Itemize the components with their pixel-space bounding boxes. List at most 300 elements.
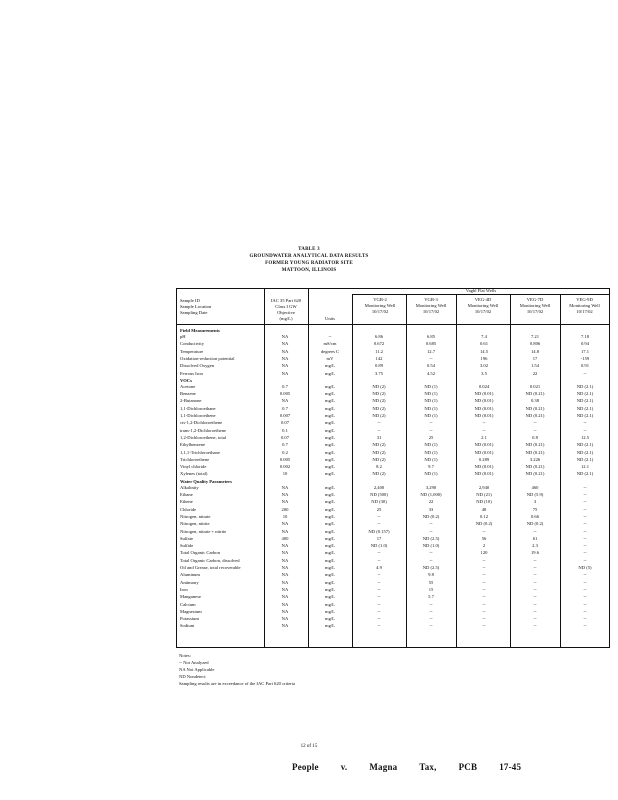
- result-value: --: [377, 572, 381, 578]
- objective-value: 10: [282, 471, 288, 477]
- result-value: ND (1): [424, 391, 438, 397]
- result-value: --: [482, 427, 486, 433]
- result-value: ND (2.1): [576, 383, 594, 389]
- parameter-name: Sodium: [180, 623, 195, 629]
- result-value: ND (2): [372, 383, 386, 389]
- objective-value: 0.7: [282, 383, 288, 389]
- result-value: --: [429, 420, 433, 426]
- table-row: [176, 491, 610, 498]
- parameter-name: Xylenes (total): [180, 471, 208, 477]
- parameter-name: Dissolved Oxygen: [180, 363, 215, 369]
- result-value: 25: [428, 434, 434, 440]
- result-value: 48: [481, 506, 487, 512]
- header-line: 10/17/02: [422, 309, 440, 314]
- result-value: --: [482, 608, 486, 614]
- result-value: 0.672: [373, 341, 385, 347]
- table-row: [176, 340, 610, 347]
- objective-value: NA: [281, 623, 289, 629]
- objective-value: NA: [281, 601, 289, 607]
- result-value: ND (2.1): [576, 405, 594, 411]
- result-value: ND (2): [372, 391, 386, 397]
- parameter-name: cis-1,2-Dichloroethene: [180, 420, 223, 426]
- result-value: --: [583, 484, 587, 490]
- parameter-name: Nitrogen, nitrate + nitrite: [180, 528, 227, 534]
- header-line: Class I GW: [275, 304, 297, 309]
- unit-value: mg/L: [325, 464, 335, 470]
- unit-value: mg/L: [325, 383, 335, 389]
- result-value: 2,400: [373, 484, 385, 490]
- unit-value: mg/L: [325, 521, 335, 527]
- table-row: [176, 419, 610, 426]
- parameter-name: Antimony: [180, 579, 199, 585]
- result-value: --: [377, 420, 381, 426]
- objective-value: NA: [281, 586, 289, 592]
- table-row: [176, 390, 610, 397]
- table-row: [176, 333, 610, 340]
- result-value: 120: [480, 550, 488, 556]
- table-row: [176, 520, 610, 527]
- result-value: ND (0.01): [474, 449, 494, 455]
- table-row: [176, 549, 610, 556]
- objective-value: NA: [281, 608, 289, 614]
- table-row: [176, 484, 610, 491]
- objective-value: 0.2: [282, 449, 288, 455]
- table-row: [176, 557, 610, 564]
- header-line: 10/17/02: [526, 309, 544, 314]
- footer-word: People: [292, 762, 319, 772]
- result-value: --: [482, 572, 486, 578]
- result-value: ND (2): [372, 456, 386, 462]
- header-line: Monitoring Well: [569, 303, 600, 308]
- unit-value: mg/L: [325, 550, 335, 556]
- result-value: --: [583, 623, 587, 629]
- result-value: ND (1): [424, 413, 438, 418]
- result-value: --: [377, 623, 381, 629]
- result-value: --: [482, 586, 486, 592]
- header-line: Sample ID: [180, 298, 200, 303]
- result-value: 9.7: [428, 464, 434, 470]
- result-value: --: [429, 355, 433, 361]
- unit-value: mg/L: [325, 391, 335, 397]
- result-value: --: [583, 616, 587, 622]
- title-line: GROUNDWATER ANALYTICAL DATA RESULTS: [249, 254, 369, 259]
- result-value: ND (2): [372, 449, 386, 455]
- result-value: 0.024: [478, 383, 490, 389]
- result-value: 12.7: [426, 348, 436, 354]
- objective-value: NA: [281, 565, 289, 570]
- footer-word: Tax,: [419, 762, 437, 772]
- parameter-name: Magnesium: [180, 608, 202, 614]
- unit-value: mg/L: [325, 449, 335, 455]
- objective-value: 10: [282, 513, 288, 519]
- units-header: Units: [325, 316, 335, 321]
- result-value: 6.85: [426, 334, 436, 339]
- analytical-data-table: [176, 288, 610, 648]
- table-row: [176, 535, 610, 542]
- result-value: ND (0.21): [525, 413, 545, 418]
- result-value: --: [482, 601, 486, 607]
- result-value: --: [533, 608, 537, 614]
- result-value: ND (1): [424, 383, 438, 389]
- result-value: --: [482, 594, 486, 600]
- result-value: 142: [375, 355, 383, 361]
- section-label: Field Measurements: [180, 328, 220, 333]
- unit-value: mg/L: [325, 579, 335, 585]
- result-value: 17: [532, 355, 538, 361]
- header-line: (mg/L): [279, 316, 293, 321]
- well-header: [510, 297, 560, 315]
- result-value: --: [583, 521, 587, 527]
- result-value: --: [482, 420, 486, 426]
- result-value: ND (1): [424, 442, 438, 448]
- table-row: [176, 542, 610, 549]
- result-value: 3: [533, 499, 537, 505]
- unit-value: mg/L: [325, 565, 335, 570]
- result-value: 3.02: [479, 363, 489, 369]
- unit-value: mg/L: [325, 471, 335, 477]
- result-value: ND (30): [371, 499, 387, 505]
- result-value: 31: [376, 434, 382, 440]
- result-value: 61: [532, 535, 538, 541]
- result-value: --: [533, 557, 537, 563]
- result-value: 3.5: [481, 370, 487, 376]
- result-value: --: [429, 608, 433, 614]
- notes-heading: Notes:: [179, 653, 191, 658]
- result-value: ND (2.1): [576, 471, 594, 477]
- result-value: 0.38: [530, 398, 540, 404]
- header-line: VEG-7D: [526, 297, 544, 302]
- result-value: 0.12: [479, 513, 489, 519]
- objective-value: NA: [281, 334, 289, 339]
- objective-value: NA: [281, 341, 289, 347]
- result-value: 3.226: [529, 456, 541, 462]
- unit-value: mg/L: [325, 420, 335, 426]
- result-value: --: [533, 586, 537, 592]
- objective-value: NA: [281, 594, 289, 600]
- header-line: Monitoring Well: [519, 303, 551, 308]
- unit-value: mg/L: [325, 572, 335, 578]
- parameter-name: 1,1,1-Trichloroethane: [180, 449, 220, 455]
- objective-value: NA: [281, 616, 289, 622]
- parameter-name: Ethylbenzene: [180, 442, 205, 448]
- objective-value: 400: [281, 535, 289, 541]
- table-row: [176, 579, 610, 586]
- header-line: VGB-2: [373, 297, 387, 302]
- result-value: --: [583, 608, 587, 614]
- result-value: --: [377, 557, 381, 563]
- result-value: --: [377, 586, 381, 592]
- result-value: ND (2.1): [576, 413, 594, 418]
- result-value: 4.9: [376, 565, 382, 570]
- result-value: ND (0.21): [525, 449, 545, 455]
- parameter-name: trans-1,2-Dichloroethene: [180, 427, 227, 433]
- result-value: ND (0.01): [474, 413, 494, 418]
- result-value: 7.21: [530, 334, 540, 339]
- parameter-name: 1,1-Dichloroethane: [180, 405, 216, 411]
- result-value: 4.52: [426, 370, 436, 376]
- note-line: Sampling results are in exceedance of the IAC Part 620 criteria: [179, 681, 296, 686]
- unit-value: mg/L: [325, 608, 335, 614]
- result-value: 55: [428, 579, 434, 585]
- result-value: 3,290: [425, 484, 437, 490]
- result-value: 0.54: [426, 363, 436, 369]
- result-value: --: [482, 565, 486, 570]
- result-value: ND (0.01): [474, 398, 494, 404]
- result-value: ND (5): [578, 565, 592, 570]
- result-value: --: [429, 550, 433, 556]
- parameter-name: Conductivity: [180, 341, 204, 347]
- header-line: 10/17/02: [474, 309, 492, 314]
- result-value: --: [429, 557, 433, 563]
- parameter-name: Oxidation-reduction potential: [180, 355, 235, 361]
- result-value: ND (2): [372, 442, 386, 448]
- unit-value: mg/L: [325, 623, 335, 629]
- objective-value: NA: [281, 528, 289, 534]
- footer-word: 17-45: [499, 762, 522, 772]
- result-value: --: [583, 572, 587, 578]
- objective-value: NA: [281, 499, 289, 505]
- result-value: --: [583, 370, 587, 376]
- parameter-name: Chloride: [180, 506, 197, 512]
- table-row: [176, 434, 610, 441]
- result-value: --: [377, 550, 381, 556]
- result-value: --: [429, 616, 433, 622]
- result-value: --: [583, 492, 587, 497]
- result-value: ND (500): [370, 492, 388, 497]
- table-row: [176, 427, 610, 434]
- result-value: --: [533, 427, 537, 433]
- result-value: --: [583, 601, 587, 607]
- result-value: 0.61: [479, 341, 489, 347]
- objective-value: NA: [281, 363, 289, 369]
- result-value: --: [533, 565, 537, 570]
- result-value: 17: [376, 535, 382, 541]
- result-value: 7.4: [481, 334, 487, 339]
- result-value: --: [377, 513, 381, 519]
- unit-value: mg/L: [325, 484, 335, 490]
- result-value: 56: [481, 535, 487, 541]
- result-value: --: [583, 543, 587, 549]
- table-row: [176, 370, 610, 377]
- parameter-name: Potassium: [180, 616, 199, 622]
- table-row: [176, 622, 610, 629]
- table-row: [176, 412, 610, 419]
- table-row: [176, 362, 610, 369]
- table-row: [176, 397, 610, 404]
- parameter-name: 1,2-Dichloroethene, total: [180, 434, 227, 440]
- result-value: --: [583, 594, 587, 600]
- result-value: ND (0.01): [474, 471, 494, 477]
- result-value: ND (0.21): [525, 471, 545, 477]
- result-value: --: [533, 623, 537, 629]
- table-border: [176, 647, 610, 648]
- note-line: NA Not Applicable: [179, 667, 215, 672]
- result-value: 14.5: [479, 348, 489, 354]
- result-value: 14.8: [530, 348, 540, 354]
- result-value: ND (10): [476, 499, 492, 505]
- unit-value: mg/L: [325, 492, 335, 497]
- result-value: ND (2.5): [422, 565, 440, 570]
- table-row: [176, 348, 610, 355]
- header-line: 10/17/02: [371, 309, 389, 314]
- table-row: [176, 608, 610, 615]
- parameter-name: Total Organic Carbon, dissolved: [180, 557, 240, 563]
- result-value: --: [533, 601, 537, 607]
- table-row: [176, 449, 610, 456]
- result-value: --: [429, 623, 433, 629]
- result-value: ND (1): [424, 471, 438, 477]
- well-header: [456, 297, 510, 315]
- objective-value: NA: [281, 370, 289, 376]
- unit-value: mg/L: [325, 528, 335, 534]
- result-value: --: [583, 420, 587, 426]
- result-value: ND (0.01): [474, 391, 494, 397]
- parameter-name: Nitrogen, nitrite: [180, 521, 210, 527]
- objective-value: 0.007: [279, 413, 291, 418]
- parameter-name: Ferrous Iron: [180, 370, 203, 376]
- result-value: --: [377, 601, 381, 607]
- table-row: [176, 593, 610, 600]
- well-header: [354, 297, 406, 315]
- header-line: VEG-9D: [576, 297, 593, 302]
- result-value: --: [377, 616, 381, 622]
- objective-value: NA: [281, 521, 289, 527]
- parameter-name: Iron: [180, 586, 188, 592]
- result-value: --: [583, 579, 587, 585]
- objective-value: 0.07: [280, 420, 290, 426]
- objective-value: NA: [281, 543, 289, 549]
- table-row: [176, 601, 610, 608]
- unit-value: degrees C: [320, 348, 340, 354]
- table-row: [176, 463, 610, 470]
- result-value: 0.91: [580, 363, 590, 369]
- group-divider: [352, 294, 610, 295]
- result-value: --: [482, 616, 486, 622]
- result-value: --: [533, 616, 537, 622]
- parameter-name: Ethane: [180, 492, 193, 497]
- result-value: 2.3: [532, 543, 538, 549]
- unit-value: mg/L: [325, 586, 335, 592]
- table-notes: [179, 652, 295, 687]
- table-row: [176, 498, 610, 505]
- result-value: --: [583, 550, 587, 556]
- parameter-name: Aluminum: [180, 572, 200, 578]
- result-value: ND (0.157): [368, 528, 390, 534]
- result-value: 22: [532, 370, 538, 376]
- section-label: Water Quality Parameters: [180, 478, 232, 484]
- table-row: [176, 355, 610, 362]
- result-value: --: [533, 594, 537, 600]
- objective-value: 0.1: [282, 427, 288, 433]
- result-value: --: [533, 528, 537, 534]
- objective-value: NA: [281, 348, 289, 354]
- result-value: 9.8: [428, 572, 434, 578]
- objective-value: 200: [281, 506, 289, 512]
- unit-value: mg/L: [325, 543, 335, 549]
- unit-value: mg/L: [325, 456, 335, 462]
- result-value: ND (2): [372, 471, 386, 477]
- parameter-name: Vinyl chloride: [180, 464, 207, 470]
- result-value: --: [533, 420, 537, 426]
- header-line: Monitoring Well: [364, 303, 396, 308]
- result-value: --: [429, 528, 433, 534]
- result-value: ND (2.1): [576, 391, 594, 397]
- unit-value: mg/L: [325, 513, 335, 519]
- parameter-name: Manganese: [180, 594, 201, 600]
- objective-value: 0.002: [279, 464, 291, 470]
- result-value: --: [377, 579, 381, 585]
- objective-value: 0.005: [279, 456, 291, 462]
- parameter-name: Nitrogen, nitrate: [180, 513, 211, 519]
- result-value: 0.685: [425, 341, 437, 347]
- result-value: ND (2): [372, 405, 386, 411]
- result-value: --: [377, 594, 381, 600]
- result-value: --: [583, 528, 587, 534]
- result-value: 2,940: [478, 484, 490, 490]
- result-value: --: [377, 427, 381, 433]
- header-line: Sampling Date: [180, 310, 208, 315]
- result-value: ND (2.1): [576, 449, 594, 455]
- result-value: --: [377, 521, 381, 527]
- parameter-name: Total Organic Carbon: [180, 550, 220, 556]
- objective-value: NA: [281, 355, 289, 361]
- result-value: 0.806: [529, 341, 541, 347]
- unit-value: mg/L: [325, 413, 335, 418]
- label-header: [180, 298, 264, 316]
- result-value: 2.1: [481, 434, 487, 440]
- note-line: -- Not Analyzed: [179, 660, 209, 665]
- parameter-name: Ethene: [180, 499, 193, 505]
- unit-value: mg/L: [325, 363, 335, 369]
- unit-value: mg/L: [325, 427, 335, 433]
- header-line: IAC 35 Part 620: [270, 298, 302, 303]
- parameter-name: Acetone: [180, 383, 196, 389]
- header-line: VGB-3: [424, 297, 438, 302]
- result-value: 11.2: [375, 348, 383, 354]
- table-row: [176, 571, 610, 578]
- result-value: --: [482, 579, 486, 585]
- unit-value: mg/L: [325, 535, 335, 541]
- parameter-name: Temperature: [180, 348, 204, 354]
- note-line: ND Nondetect: [179, 674, 206, 679]
- unit-value: mg/L: [325, 616, 335, 622]
- result-value: 196: [480, 355, 488, 361]
- result-value: --: [533, 579, 537, 585]
- result-value: ND (0.21): [525, 405, 545, 411]
- footer-word: Magna: [369, 762, 398, 772]
- unit-value: mg/L: [325, 370, 335, 376]
- result-value: 1.54: [530, 363, 540, 369]
- header-divider: [176, 324, 610, 325]
- header-line: Monitoring Well: [415, 303, 447, 308]
- result-value: --: [482, 623, 486, 629]
- case-citation-footer: [292, 762, 543, 772]
- unit-value: mg/L: [325, 442, 335, 448]
- table-row: [176, 456, 610, 463]
- parameter-name: 1,1-Dichloroethene: [180, 413, 216, 418]
- header-line: 10/17/02: [576, 309, 593, 314]
- table-row: [176, 513, 610, 520]
- result-value: 7.18: [580, 334, 590, 339]
- unit-value: mg/L: [325, 557, 335, 563]
- title-line: FORMER YOUNG RADIATOR SITE: [265, 261, 353, 266]
- result-value: --: [583, 557, 587, 563]
- result-value: 12.1: [580, 464, 590, 470]
- title-line: TABLE 3: [298, 247, 320, 252]
- result-value: 0.8: [532, 434, 538, 440]
- result-value: ND (1.0): [422, 543, 440, 549]
- result-value: ND (0.01): [474, 405, 494, 411]
